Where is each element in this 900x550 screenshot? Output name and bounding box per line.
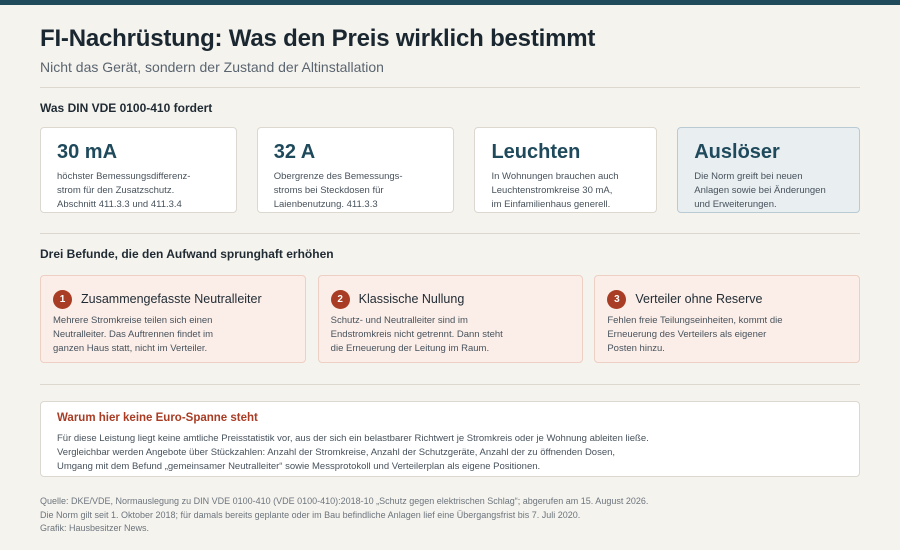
text-line: strom für den Zusatzschutz. [57, 185, 175, 196]
finding-number-badge: 2 [331, 290, 350, 309]
text-line: Laienbenutzung. 411.3.3 [273, 199, 378, 210]
text-line: Leuchtenstromkreise 30 mA, [491, 185, 613, 196]
divider [40, 87, 860, 88]
note-box [40, 401, 860, 477]
text-line: Abschnitt 411.3.3 und 411.3.4 [57, 199, 182, 210]
text-line: und Erweiterungen. [694, 199, 777, 210]
findings-heading: Drei Befunde, die den Aufwand sprunghaft erhöhen [40, 247, 334, 261]
text-line: Anlagen sowie bei Änderungen [694, 185, 826, 196]
finding-title: Klassische Nullung [358, 292, 465, 306]
text-line: Fehlen freie Teilungseinheiten, kommt die [607, 315, 783, 326]
divider [40, 233, 860, 234]
text-line: im Einfamilienhaus generell. [491, 199, 611, 210]
requirement-card-32a [257, 127, 455, 213]
text-line: Erneuerung des Verteilers als eigener [607, 329, 767, 340]
source-line: Die Norm gilt seit 1. Oktober 2018; für damals bereits geplante oder im Bau befindliche Anlagen lief eine Übergangsfrist bis 7. Juli 2020. [40, 509, 581, 520]
text-line: Endstromkreis nicht getrennt. Dann steht [330, 329, 503, 340]
finding-text [331, 314, 569, 356]
finding-text [53, 314, 291, 356]
finding-header [53, 289, 291, 309]
source-notes [40, 495, 860, 536]
requirement-card-ausloeser [677, 127, 860, 213]
text-line: Obergrenze des Bemessungs- [273, 171, 403, 182]
requirement-text [274, 170, 440, 212]
credit-line: Grafik: Hausbesitzer News. [40, 523, 150, 533]
finding-card-nullung [318, 275, 584, 363]
infographic [40, 24, 860, 536]
text-line: Neutralleiter. Das Auftrennen findet im [53, 329, 214, 340]
finding-header [607, 289, 845, 309]
finding-card-verteiler [594, 275, 860, 363]
requirement-text [491, 170, 642, 212]
finding-text [607, 314, 845, 356]
text-line: Für diese Leistung liegt keine amtliche Preisstatistik vor, aus der sich ein belastbarer Richtwert je Stromkreis oder je Wohnung ableiten ließe. [57, 433, 649, 444]
requirement-value: Auslöser [694, 141, 780, 163]
requirement-text [694, 170, 845, 212]
text-line: ganzen Haus statt, nicht im Verteiler. [53, 343, 208, 354]
requirement-card-leuchten [474, 127, 657, 213]
finding-number-badge: 1 [53, 290, 72, 309]
requirement-value: 32 A [273, 141, 316, 163]
finding-header [331, 289, 569, 309]
page-title: FI-Nachrüstung: Was den Preis wirklich bestimmt [40, 25, 596, 52]
requirements-heading: Was DIN VDE 0100-410 fordert [40, 101, 213, 115]
divider [40, 384, 860, 385]
page-subtitle: Nicht das Gerät, sondern der Zustand der Altinstallation [40, 59, 384, 75]
requirement-card-30ma [40, 127, 237, 213]
finding-title: Verteiler ohne Reserve [635, 292, 763, 306]
note-title: Warum hier keine Euro-Spanne steht [57, 412, 258, 424]
source-line: Quelle: DKE/VDE, Normauslegung zu DIN VDE 0100-410 (VDE 0100-410):2018-10 „Schutz gegen elektrischen Schlag“; abgerufen am 15. August 2026. [40, 496, 649, 506]
text-line: Die Norm greift bei neuen [694, 171, 803, 182]
requirement-value: Leuchten [491, 141, 581, 163]
text-line: In Wohnungen brauchen auch [491, 171, 619, 182]
text-line: die Erneuerung der Leitung im Raum. [330, 343, 490, 354]
requirements-cards [40, 127, 860, 213]
text-line: Mehrere Stromkreise teilen sich einen [53, 315, 213, 326]
text-line: Umgang mit dem Befund „gemeinsamer Neutralleiter“ sowie Messprotokoll und Verteilerplan als eigene Positionen. [57, 461, 541, 472]
requirement-value: 30 mA [57, 141, 118, 163]
note-text [57, 432, 843, 474]
finding-number-badge: 3 [607, 290, 626, 309]
text-line: stroms bei Steckdosen für [273, 185, 384, 196]
text-line: Schutz- und Neutralleiter sind im [330, 315, 468, 326]
requirement-text [57, 170, 222, 212]
text-line: Vergleichbar werden Angebote über Stückzahlen: Anzahl der Stromkreise, Anzahl der Schutzgeräte, Anzahl der zu öffnenden Dosen, [57, 447, 616, 458]
top-accent-bar [0, 0, 900, 5]
text-line: Posten hinzu. [607, 343, 665, 354]
finding-card-neutralleiter [40, 275, 306, 363]
findings-cards [40, 275, 860, 363]
finding-title: Zusammengefasste Neutralleiter [81, 292, 262, 306]
text-line: höchster Bemessungsdifferenz- [57, 171, 191, 182]
